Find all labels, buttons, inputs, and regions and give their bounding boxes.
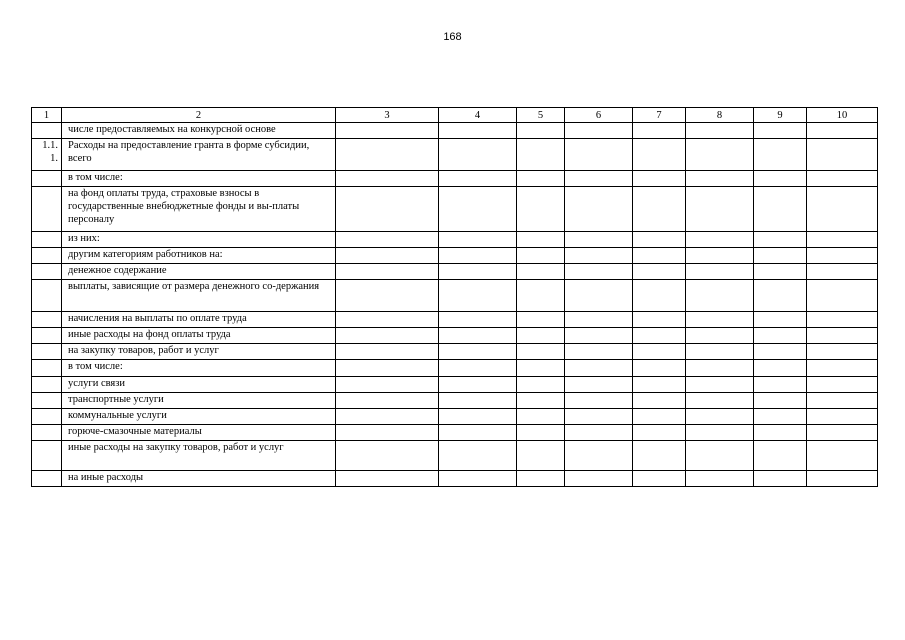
value-cell: [633, 409, 686, 425]
value-cell: [807, 123, 878, 139]
row-label: коммунальные услуги: [62, 409, 336, 425]
column-header: 3: [336, 108, 439, 123]
table-row: [32, 171, 878, 187]
row-label: услуги связи: [62, 377, 336, 393]
value-cell: [633, 139, 686, 171]
data-table: [31, 107, 878, 487]
value-cell: [517, 393, 565, 409]
row-label: на закупку товаров, работ и услуг: [62, 344, 336, 360]
value-cell: [336, 471, 439, 487]
table-row: [32, 441, 878, 471]
column-header: 4: [439, 108, 517, 123]
value-cell: [439, 264, 517, 280]
value-cell: [517, 328, 565, 344]
value-cell: [336, 187, 439, 232]
value-cell: [565, 393, 633, 409]
value-cell: [439, 328, 517, 344]
row-label: в том числе:: [62, 171, 336, 187]
value-cell: [807, 328, 878, 344]
value-cell: [565, 187, 633, 232]
value-cell: [633, 264, 686, 280]
table-row: [32, 425, 878, 441]
row-number: [32, 328, 62, 344]
value-cell: [565, 328, 633, 344]
value-cell: [336, 264, 439, 280]
value-cell: [807, 280, 878, 312]
row-number: [32, 425, 62, 441]
value-cell: [754, 425, 807, 441]
row-number: [32, 441, 62, 471]
table-row: [32, 328, 878, 344]
value-cell: [439, 187, 517, 232]
value-cell: [754, 377, 807, 393]
row-label: из них:: [62, 232, 336, 248]
value-cell: [633, 123, 686, 139]
value-cell: [439, 425, 517, 441]
value-cell: [686, 280, 754, 312]
value-cell: [686, 360, 754, 377]
value-cell: [754, 471, 807, 487]
row-number: [32, 280, 62, 312]
value-cell: [565, 139, 633, 171]
value-cell: [439, 377, 517, 393]
value-cell: [754, 344, 807, 360]
value-cell: [807, 187, 878, 232]
value-cell: [565, 471, 633, 487]
column-header: 6: [565, 108, 633, 123]
value-cell: [807, 312, 878, 328]
value-cell: [807, 471, 878, 487]
value-cell: [517, 123, 565, 139]
value-cell: [807, 425, 878, 441]
table-row: [32, 360, 878, 377]
value-cell: [686, 393, 754, 409]
value-cell: [633, 312, 686, 328]
row-label: выплаты, зависящие от размера денежного со-держания: [62, 280, 336, 312]
row-number: [32, 232, 62, 248]
table-row: [32, 344, 878, 360]
value-cell: [686, 377, 754, 393]
value-cell: [336, 425, 439, 441]
column-header: 9: [754, 108, 807, 123]
value-cell: [754, 187, 807, 232]
value-cell: [807, 248, 878, 264]
value-cell: [754, 441, 807, 471]
value-cell: [754, 280, 807, 312]
value-cell: [754, 123, 807, 139]
value-cell: [517, 425, 565, 441]
value-cell: [439, 248, 517, 264]
table-row: [32, 264, 878, 280]
value-cell: [336, 409, 439, 425]
table-row: [32, 471, 878, 487]
value-cell: [517, 264, 565, 280]
value-cell: [807, 377, 878, 393]
value-cell: [686, 441, 754, 471]
value-cell: [565, 171, 633, 187]
value-cell: [517, 248, 565, 264]
table-row: [32, 232, 878, 248]
value-cell: [439, 280, 517, 312]
value-cell: [439, 171, 517, 187]
row-label: иные расходы на закупку товаров, работ и услуг: [62, 441, 336, 471]
row-number: 1.1. 1.: [32, 139, 62, 171]
value-cell: [633, 360, 686, 377]
row-number: [32, 471, 62, 487]
value-cell: [336, 344, 439, 360]
value-cell: [686, 139, 754, 171]
value-cell: [754, 248, 807, 264]
row-label: иные расходы на фонд оплаты труда: [62, 328, 336, 344]
value-cell: [633, 187, 686, 232]
value-cell: [565, 441, 633, 471]
value-cell: [336, 232, 439, 248]
column-header: 7: [633, 108, 686, 123]
row-number: [32, 171, 62, 187]
value-cell: [565, 280, 633, 312]
value-cell: [754, 393, 807, 409]
value-cell: [517, 409, 565, 425]
value-cell: [807, 393, 878, 409]
column-header: 1: [32, 108, 62, 123]
value-cell: [807, 171, 878, 187]
value-cell: [517, 441, 565, 471]
value-cell: [565, 360, 633, 377]
table-row: [32, 248, 878, 264]
row-number: [32, 312, 62, 328]
value-cell: [633, 232, 686, 248]
column-header: 10: [807, 108, 878, 123]
value-cell: [807, 139, 878, 171]
value-cell: [517, 312, 565, 328]
value-cell: [336, 393, 439, 409]
table-row: [32, 187, 878, 232]
table-row: [32, 393, 878, 409]
table-row: [32, 312, 878, 328]
value-cell: [754, 139, 807, 171]
value-cell: [633, 425, 686, 441]
value-cell: [633, 248, 686, 264]
value-cell: [754, 264, 807, 280]
value-cell: [517, 187, 565, 232]
value-cell: [517, 139, 565, 171]
value-cell: [439, 441, 517, 471]
value-cell: [686, 248, 754, 264]
row-label: транспортные услуги: [62, 393, 336, 409]
value-cell: [336, 377, 439, 393]
value-cell: [336, 441, 439, 471]
value-cell: [336, 312, 439, 328]
column-header: 5: [517, 108, 565, 123]
column-header: 8: [686, 108, 754, 123]
value-cell: [565, 377, 633, 393]
value-cell: [336, 123, 439, 139]
value-cell: [517, 280, 565, 312]
table-header-row: [32, 108, 878, 123]
value-cell: [439, 123, 517, 139]
row-label: другим категориям работников на:: [62, 248, 336, 264]
value-cell: [807, 441, 878, 471]
value-cell: [439, 360, 517, 377]
value-cell: [686, 328, 754, 344]
column-header: 2: [62, 108, 336, 123]
value-cell: [633, 441, 686, 471]
value-cell: [517, 344, 565, 360]
value-cell: [686, 187, 754, 232]
value-cell: [807, 264, 878, 280]
table-row: [32, 280, 878, 312]
page-number: 168: [443, 31, 462, 43]
value-cell: [686, 171, 754, 187]
value-cell: [807, 344, 878, 360]
value-cell: [633, 377, 686, 393]
value-cell: [686, 123, 754, 139]
row-number: [32, 393, 62, 409]
value-cell: [565, 409, 633, 425]
row-number: [32, 377, 62, 393]
value-cell: [439, 232, 517, 248]
value-cell: [336, 171, 439, 187]
value-cell: [565, 344, 633, 360]
row-number: [32, 344, 62, 360]
row-label: числе предоставляемых на конкурсной основе: [62, 123, 336, 139]
value-cell: [686, 425, 754, 441]
value-cell: [336, 248, 439, 264]
value-cell: [439, 344, 517, 360]
value-cell: [517, 360, 565, 377]
row-number: [32, 248, 62, 264]
value-cell: [633, 471, 686, 487]
value-cell: [565, 232, 633, 248]
row-label: горюче-смазочные материалы: [62, 425, 336, 441]
value-cell: [686, 232, 754, 248]
value-cell: [336, 360, 439, 377]
value-cell: [686, 312, 754, 328]
value-cell: [754, 328, 807, 344]
value-cell: [439, 471, 517, 487]
value-cell: [686, 471, 754, 487]
row-label: начисления на выплаты по оплате труда: [62, 312, 336, 328]
value-cell: [686, 344, 754, 360]
value-cell: [565, 312, 633, 328]
row-label: денежное содержание: [62, 264, 336, 280]
value-cell: [633, 280, 686, 312]
table-row: [32, 139, 878, 171]
value-cell: [633, 393, 686, 409]
row-label: в том числе:: [62, 360, 336, 377]
value-cell: [517, 377, 565, 393]
value-cell: [633, 171, 686, 187]
value-cell: [565, 248, 633, 264]
value-cell: [807, 409, 878, 425]
value-cell: [565, 123, 633, 139]
value-cell: [439, 312, 517, 328]
row-number: [32, 360, 62, 377]
value-cell: [807, 232, 878, 248]
value-cell: [754, 312, 807, 328]
value-cell: [686, 409, 754, 425]
value-cell: [633, 344, 686, 360]
table-row: [32, 377, 878, 393]
value-cell: [439, 393, 517, 409]
value-cell: [686, 264, 754, 280]
table-row: [32, 123, 878, 139]
value-cell: [517, 471, 565, 487]
value-cell: [754, 409, 807, 425]
row-label: Расходы на предоставление гранта в форме субсидии, всего: [62, 139, 336, 171]
row-label: на иные расходы: [62, 471, 336, 487]
value-cell: [336, 328, 439, 344]
value-cell: [517, 232, 565, 248]
row-number: [32, 123, 62, 139]
row-number: [32, 187, 62, 232]
value-cell: [336, 139, 439, 171]
value-cell: [754, 232, 807, 248]
row-label: на фонд оплаты труда, страховые взносы в государственные внебюджетные фонды и вы-платы персоналу: [62, 187, 336, 232]
value-cell: [807, 360, 878, 377]
value-cell: [336, 280, 439, 312]
value-cell: [754, 360, 807, 377]
row-number: [32, 264, 62, 280]
value-cell: [754, 171, 807, 187]
value-cell: [633, 328, 686, 344]
value-cell: [517, 171, 565, 187]
value-cell: [565, 264, 633, 280]
table-row: [32, 409, 878, 425]
value-cell: [565, 425, 633, 441]
row-number: [32, 409, 62, 425]
value-cell: [439, 409, 517, 425]
value-cell: [439, 139, 517, 171]
